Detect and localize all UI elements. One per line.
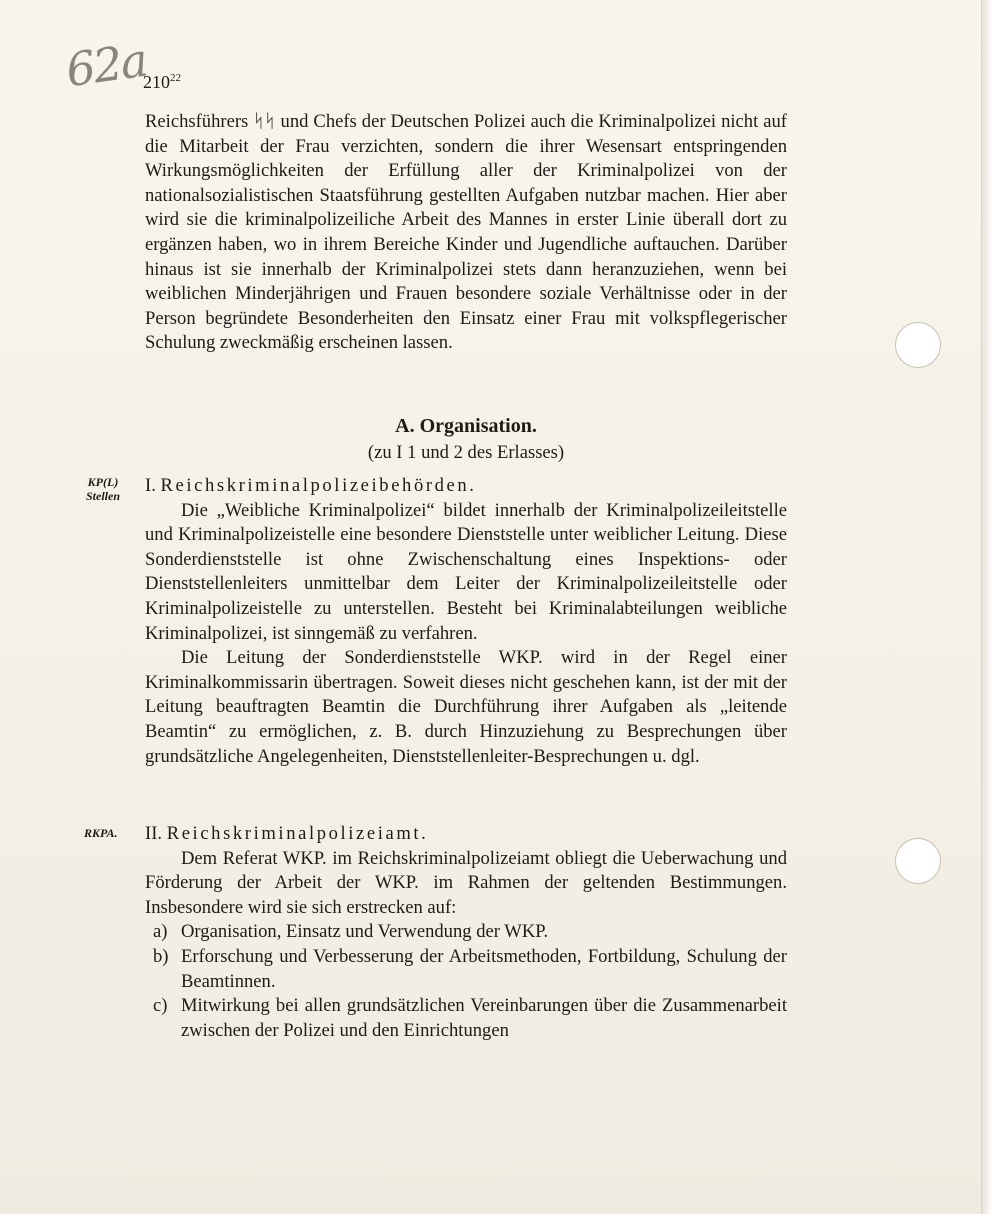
part2-paragraph: Dem Referat WKP. im Reichskriminalpolizeiamt obliegt die Ueberwachung und Förderung der Arbeit der WKP. im Rahmen der geltenden Bestimmungen. Insbesondere wird sie sich erstrecken auf: (145, 847, 787, 918)
part1-paragraph2: Die Leitung der Sonderdienststelle WKP. wird in der Regel einer Kriminalkommissarin übertragen. Soweit dieses nicht geschehen kann, ist der mit der Leitung beauftragten Beamtin die Durchführung ihrer Aufgaben als „leitende Beamtin“ zu ermöglichen, z. B. durch Hinzuziehung zu Besprechungen über grundsätzliche Angelegenheiten, Dienststellenleiter-Besprechungen u. dgl. (145, 647, 787, 767)
page-edge (981, 0, 1000, 1214)
intro-paragraph: Reichsführers ᛋᛋ und Chefs der Deutschen Polizei auch die Kriminalpolizei nicht auf die Mitarbeit der Frau verzichten, sondern die ihrer Wesensart entspringenden Wirkungsmöglichkeiten der Erfüllung aller der Kriminalpolizei von der nationalsozialistischen Staatsführung gestellten Aufgaben nutzbar machen. Hier aber wird sie die kriminalpolizeiliche Arbeit des Mannes in erster Linie überall dort zu ergänzen haben, wo in ihrem Bereiche Kinder und Jugendliche auftauchen. Darüber hinaus ist sie innerhalb der Kriminalpolizei stets dann heranzuziehen, wenn bei weiblichen Minderjährigen und Frauen besondere soziale Verhältnisse oder in der Person begründete Besonderheiten den Einsatz einer Frau mit volkspflegerischer Schulung zweckmäßig erscheinen lassen. (145, 111, 787, 354)
list-item (145, 994, 787, 1043)
part2-numeral: II. (145, 823, 163, 844)
part2-title-line (145, 822, 787, 847)
list-item (145, 920, 787, 945)
part1-numeral: I. (145, 475, 156, 496)
list-item (145, 945, 787, 994)
page-number-superscript: 22 (170, 72, 181, 84)
part1-paragraph1: Die „Weibliche Kriminalpolizei“ bildet innerhalb der Kriminalpolizeileitstelle und Kriminalpolizeistelle eine besondere Dienststelle unter weiblicher Leitung. Diese Sonderdienststelle ist ohne Zwischenschaltung eines Inspektions- oder Dienststellenleiters unmittelbar dem Leiter der Kriminalpolizeileitstelle oder Kriminalpolizeistelle zu unterstellen. Besteht bei Kriminalabteilungen weibliche Kriminalpolizei, ist sinngemäß zu verfahren. (145, 499, 787, 644)
handwritten-note: 62a (62, 32, 150, 98)
punch-hole-top (895, 322, 941, 368)
part1-title: Reichskriminalpolizeibehörden. (160, 475, 477, 496)
part1-block (145, 474, 787, 769)
list-item-text: Mitwirkung bei allen grundsätzlichen Vereinbarungen über die Zusammenarbeit zwischen der Polizei und den Einrichtungen (181, 995, 787, 1041)
list-item-label: b) (153, 945, 169, 967)
part2-title: Reichskriminalpolizeiamt. (166, 823, 429, 844)
page-number: $210^{22}$ (143, 72, 181, 92)
section-subheading: (zu I 1 und 2 des Erlasses) (367, 442, 565, 463)
list-item-label: c) (153, 995, 168, 1017)
part2-block (145, 822, 787, 1043)
list-item-text: Erforschung und Verbesserung der Arbeitsmethoden, Fortbildung, Schulung der Beamtinnen. (181, 945, 787, 992)
intro-block (145, 110, 787, 356)
margin-note-rkpa: RKPA. (84, 826, 118, 840)
list-item-label: a) (153, 921, 168, 943)
margin-note-kpl-line2: Stellen (86, 489, 121, 503)
section-heading: A. Organisation. (395, 415, 537, 437)
punch-hole-bottom (895, 838, 941, 884)
margin-note-kpl-line1: KP(L) (87, 475, 119, 489)
part1-title-line (145, 474, 787, 499)
margin-note-kpl (86, 475, 120, 503)
list-item-text: Organisation, Einsatz und Verwendung der WKP. (181, 921, 549, 943)
section-heading-block (145, 415, 787, 464)
